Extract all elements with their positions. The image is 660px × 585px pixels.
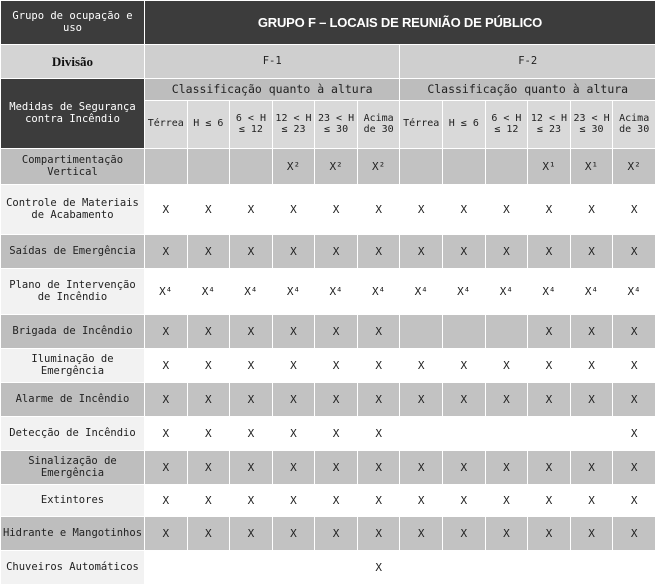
requirement-cell: X⁴ xyxy=(485,269,528,315)
requirement-cell: X xyxy=(613,517,656,551)
measure-label: Detecção de Incêndio xyxy=(1,417,145,451)
requirement-cell: X xyxy=(528,517,571,551)
requirement-cell: X xyxy=(528,451,571,485)
requirement-cell: X xyxy=(144,417,187,451)
requirement-cell: X xyxy=(528,383,571,417)
requirement-cell: X xyxy=(272,315,315,349)
requirement-cell: X xyxy=(485,451,528,485)
requirement-cell: X xyxy=(187,235,230,269)
division-f1: F-1 xyxy=(144,45,399,79)
height-col-f1-5: Acima de 30 xyxy=(357,101,400,149)
requirement-cell: X xyxy=(528,235,571,269)
table-row xyxy=(1,149,656,185)
requirement-cell xyxy=(485,315,528,349)
table-row xyxy=(1,269,656,315)
requirement-cell: X⁴ xyxy=(187,269,230,315)
requirement-cell xyxy=(443,417,486,451)
measure-label: Saídas de Emergência xyxy=(1,235,145,269)
requirement-cell: X xyxy=(528,185,571,235)
division-label: Divisão xyxy=(1,45,145,79)
measure-label: Plano de Intervenção de Incêndio xyxy=(1,269,145,315)
requirement-cell: X⁴ xyxy=(613,269,656,315)
requirement-cell: X xyxy=(230,235,273,269)
requirement-cell: X xyxy=(485,349,528,383)
requirement-cell: X⁴ xyxy=(400,269,443,315)
division-f2: F-2 xyxy=(400,45,656,79)
requirement-cell: X xyxy=(187,349,230,383)
requirement-cell: X xyxy=(144,485,187,517)
requirement-cell xyxy=(187,149,230,185)
requirement-cell xyxy=(400,417,443,451)
height-col-f2-4: 23 < H ≤ 30 xyxy=(570,101,613,149)
requirement-cell: X xyxy=(357,417,400,451)
requirement-cell: X xyxy=(230,517,273,551)
requirement-cell: X xyxy=(272,185,315,235)
table-row xyxy=(1,551,656,585)
requirement-cell: X xyxy=(485,485,528,517)
classification-f1: Classificação quanto à altura xyxy=(144,79,399,101)
table-row xyxy=(1,185,656,235)
requirement-cell: X xyxy=(570,451,613,485)
height-col-f1-0: Térrea xyxy=(144,101,187,149)
requirement-cell: X xyxy=(357,517,400,551)
requirement-cell: X xyxy=(187,517,230,551)
requirement-cell: X xyxy=(570,485,613,517)
requirement-cell: X xyxy=(315,485,358,517)
requirement-cell: X xyxy=(613,383,656,417)
measure-label: Hidrante e Mangotinhos xyxy=(1,517,145,551)
requirement-cell: X xyxy=(357,349,400,383)
requirement-cell xyxy=(315,551,358,585)
requirement-cell xyxy=(400,149,443,185)
table-row xyxy=(1,517,656,551)
requirement-cell: X xyxy=(357,235,400,269)
requirement-cell: X xyxy=(528,315,571,349)
requirement-cell xyxy=(528,551,571,585)
measure-label: Brigada de Incêndio xyxy=(1,315,145,349)
requirement-cell: X xyxy=(144,185,187,235)
requirement-cell xyxy=(230,551,273,585)
requirement-cell: X xyxy=(144,383,187,417)
requirement-cell: X xyxy=(443,517,486,551)
requirement-cell xyxy=(485,551,528,585)
requirement-cell: X xyxy=(570,315,613,349)
requirement-cell: X² xyxy=(315,149,358,185)
requirement-cell: X xyxy=(144,517,187,551)
height-col-f1-4: 23 < H ≤ 30 xyxy=(315,101,358,149)
requirement-cell: X xyxy=(443,235,486,269)
requirement-cell: X xyxy=(400,485,443,517)
requirement-cell: X xyxy=(272,235,315,269)
requirement-cell: X xyxy=(230,315,273,349)
requirement-cell xyxy=(144,149,187,185)
requirement-cell: X xyxy=(528,485,571,517)
requirement-cell: X xyxy=(570,383,613,417)
requirement-cell: X xyxy=(613,315,656,349)
requirement-cell: X xyxy=(230,185,273,235)
occupancy-label: Grupo de ocupação e uso xyxy=(1,1,145,45)
requirement-cell: X⁴ xyxy=(315,269,358,315)
requirement-cell: X xyxy=(144,315,187,349)
measure-label: Extintores xyxy=(1,485,145,517)
measure-label: Chuveiros Automáticos xyxy=(1,551,145,585)
requirement-cell: X xyxy=(485,235,528,269)
measure-label: Iluminação de Emergência xyxy=(1,349,145,383)
measure-label: Sinalização de Emergência xyxy=(1,451,145,485)
requirement-cell: X xyxy=(315,383,358,417)
requirement-cell xyxy=(400,551,443,585)
requirement-cell: X xyxy=(272,349,315,383)
requirement-cell: X xyxy=(272,485,315,517)
requirement-cell: X xyxy=(357,383,400,417)
requirement-cell: X xyxy=(400,185,443,235)
requirement-cell: X xyxy=(443,451,486,485)
height-col-f2-0: Térrea xyxy=(400,101,443,149)
requirement-cell: X xyxy=(230,485,273,517)
requirement-cell: X xyxy=(485,383,528,417)
requirement-cell: X⁴ xyxy=(357,269,400,315)
requirement-cell: X xyxy=(187,485,230,517)
requirement-cell: X xyxy=(230,451,273,485)
table-row xyxy=(1,383,656,417)
requirement-cell: X xyxy=(400,349,443,383)
requirement-cell: X xyxy=(272,451,315,485)
requirement-cell: X xyxy=(613,349,656,383)
requirement-cell xyxy=(230,149,273,185)
height-col-f2-2: 6 < H ≤ 12 xyxy=(485,101,528,149)
requirement-cell: X xyxy=(485,517,528,551)
requirement-cell: X xyxy=(613,417,656,451)
requirement-cell: X xyxy=(528,349,571,383)
height-col-f2-5: Acima de 30 xyxy=(613,101,656,149)
requirement-cell: X xyxy=(400,451,443,485)
requirement-cell xyxy=(272,551,315,585)
requirement-cell: X xyxy=(357,315,400,349)
requirement-cell: X xyxy=(315,451,358,485)
requirement-cell: X xyxy=(230,383,273,417)
requirement-cell: X xyxy=(443,185,486,235)
requirement-cell: X xyxy=(315,185,358,235)
requirement-cell xyxy=(144,551,187,585)
requirement-cell: X xyxy=(144,349,187,383)
requirement-cell: X⁴ xyxy=(443,269,486,315)
requirement-cell xyxy=(443,315,486,349)
requirement-cell: X xyxy=(272,383,315,417)
requirement-cell: X xyxy=(315,517,358,551)
requirement-cell: X xyxy=(400,517,443,551)
requirement-cell: X xyxy=(357,185,400,235)
requirement-cell xyxy=(485,149,528,185)
requirement-cell xyxy=(400,315,443,349)
requirement-cell: X xyxy=(613,185,656,235)
requirement-cell: X xyxy=(315,417,358,451)
table-row xyxy=(1,235,656,269)
requirement-cell: X⁴ xyxy=(144,269,187,315)
requirement-cell: X xyxy=(272,417,315,451)
requirement-cell: X xyxy=(357,451,400,485)
requirement-cell: X² xyxy=(272,149,315,185)
requirement-cell: X xyxy=(315,315,358,349)
requirement-cell: X xyxy=(570,185,613,235)
requirement-cell: X xyxy=(144,235,187,269)
requirement-cell: X⁴ xyxy=(230,269,273,315)
requirement-cell: X xyxy=(613,451,656,485)
requirement-cell xyxy=(528,417,571,451)
requirement-cell: X xyxy=(187,185,230,235)
requirement-cell: X xyxy=(315,235,358,269)
table-row xyxy=(1,451,656,485)
height-col-f2-3: 12 < H ≤ 23 xyxy=(528,101,571,149)
requirement-cell: X xyxy=(357,551,400,585)
requirement-cell: X xyxy=(315,349,358,383)
requirement-cell xyxy=(570,551,613,585)
requirement-cell: X⁴ xyxy=(528,269,571,315)
measure-label: Compartimentação Vertical xyxy=(1,149,145,185)
requirement-cell: X xyxy=(187,383,230,417)
requirement-cell: X xyxy=(400,235,443,269)
height-col-f2-1: H ≤ 6 xyxy=(443,101,486,149)
measure-label: Alarme de Incêndio xyxy=(1,383,145,417)
group-title: GRUPO F – LOCAIS DE REUNIÃO DE PÚBLICO xyxy=(144,1,655,45)
requirement-cell: X xyxy=(272,517,315,551)
height-col-f1-3: 12 < H ≤ 23 xyxy=(272,101,315,149)
requirement-cell: X² xyxy=(613,149,656,185)
requirement-cell: X xyxy=(400,383,443,417)
requirement-cell: X xyxy=(443,383,486,417)
requirement-cell: X xyxy=(613,235,656,269)
requirement-cell: X⁴ xyxy=(272,269,315,315)
table-row xyxy=(1,485,656,517)
requirement-cell: X xyxy=(570,349,613,383)
table-row xyxy=(1,349,656,383)
table-row xyxy=(1,315,656,349)
requirement-cell: X¹ xyxy=(528,149,571,185)
requirement-cell: X xyxy=(443,349,486,383)
requirement-cell: X xyxy=(187,417,230,451)
requirement-cell xyxy=(443,149,486,185)
table-row xyxy=(1,417,656,451)
height-col-f1-1: H ≤ 6 xyxy=(187,101,230,149)
height-col-f1-2: 6 < H ≤ 12 xyxy=(230,101,273,149)
requirement-cell xyxy=(187,551,230,585)
measure-label: Controle de Materiais de Acabamento xyxy=(1,185,145,235)
requirement-cell: X xyxy=(485,185,528,235)
requirement-cell xyxy=(443,551,486,585)
requirement-cell: X xyxy=(443,485,486,517)
requirement-cell: X xyxy=(230,417,273,451)
requirement-cell xyxy=(485,417,528,451)
requirement-cell: X² xyxy=(357,149,400,185)
requirement-cell xyxy=(570,417,613,451)
measures-label: Medidas de Segurança contra Incêndio xyxy=(1,79,145,149)
requirement-cell xyxy=(613,551,656,585)
requirement-cell: X xyxy=(230,349,273,383)
requirement-cell: X xyxy=(187,315,230,349)
requirement-cell: X xyxy=(570,235,613,269)
requirement-cell: X xyxy=(613,485,656,517)
requirement-cell: X⁴ xyxy=(570,269,613,315)
requirement-cell: X xyxy=(357,485,400,517)
requirement-cell: X xyxy=(144,451,187,485)
classification-f2: Classificação quanto à altura xyxy=(400,79,656,101)
requirement-cell: X xyxy=(187,451,230,485)
requirement-cell: X¹ xyxy=(570,149,613,185)
requirement-cell: X xyxy=(570,517,613,551)
